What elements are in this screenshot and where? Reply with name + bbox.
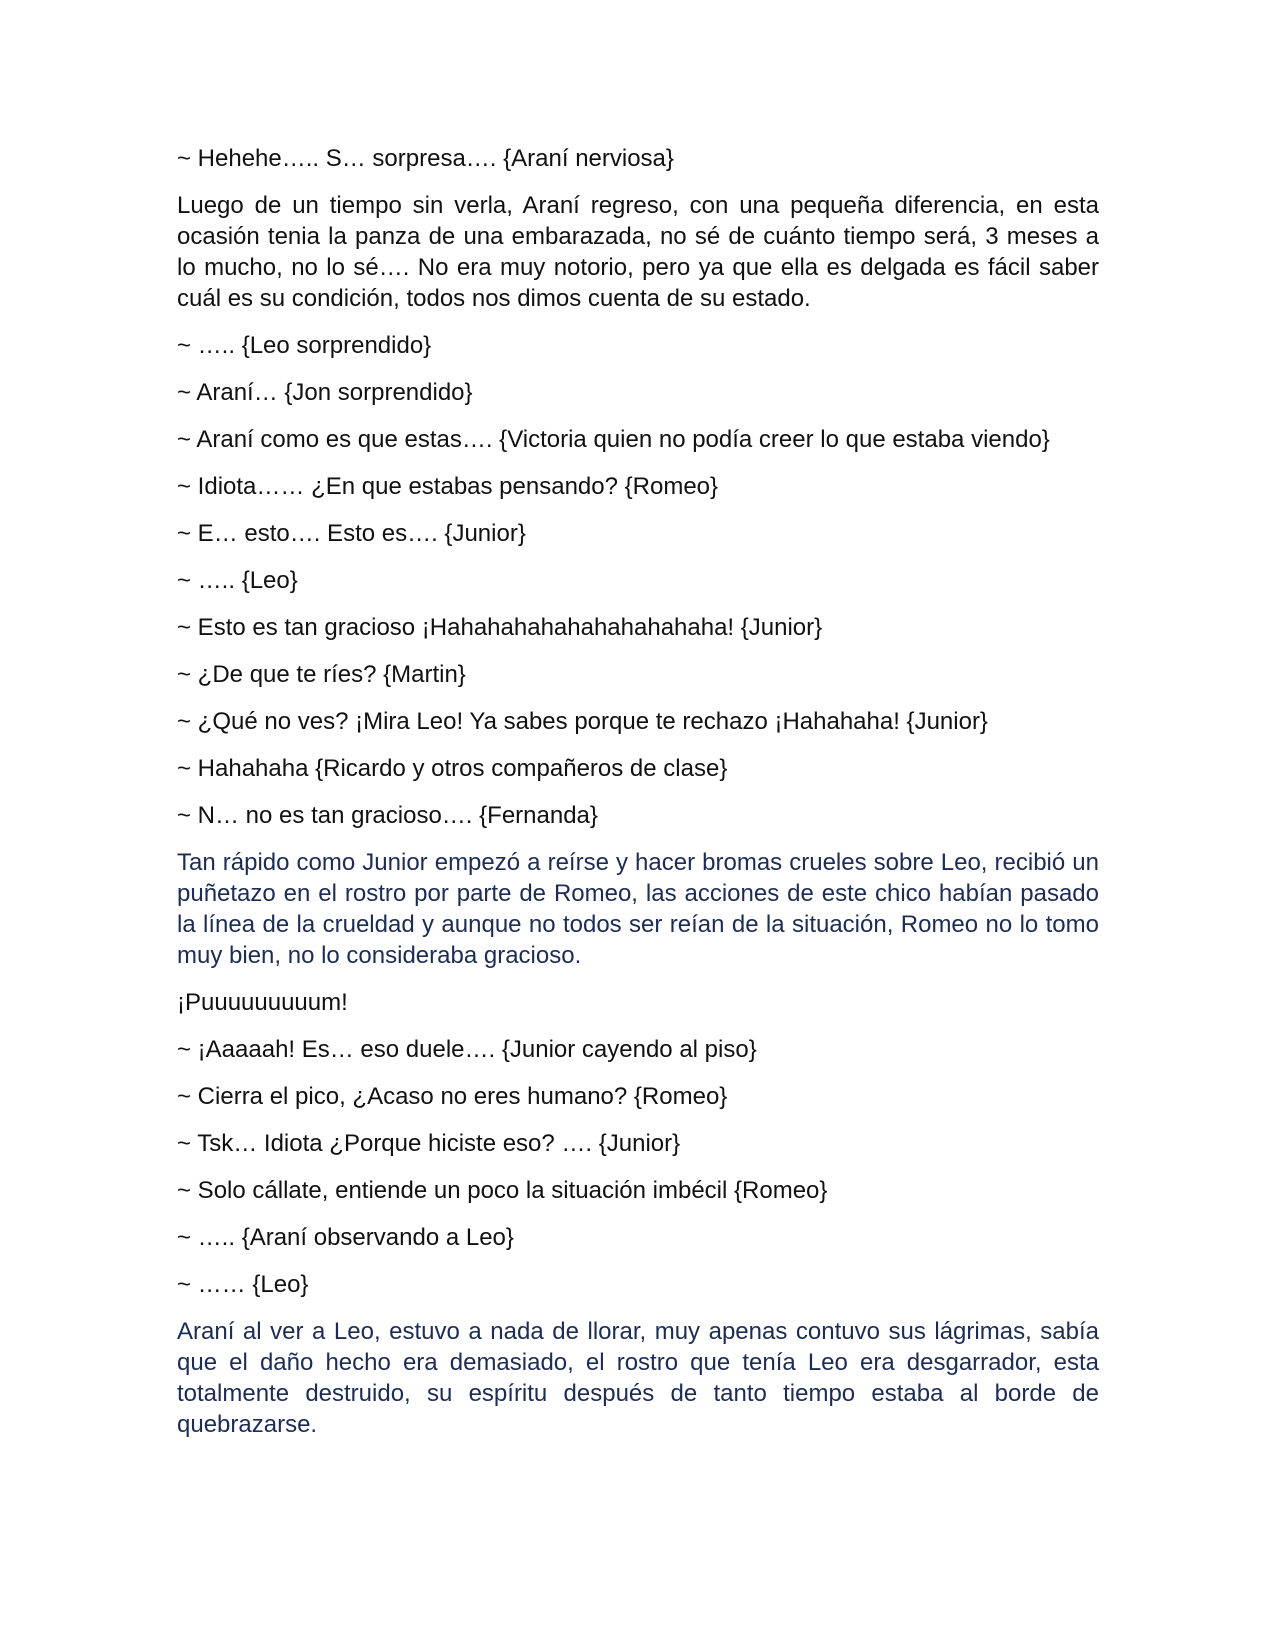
- sound-effect-line: ¡Puuuuuuuuum!: [177, 989, 348, 1016]
- dialogue-line: ~ Tsk… Idiota ¿Porque hiciste eso? …. {Junior}: [177, 1130, 681, 1157]
- dialogue-line: ~ Hahahaha {Ricardo y otros compañeros de clase}: [177, 755, 728, 782]
- narration-paragraph: Luego de un tiempo sin verla, Araní regreso, con una pequeña diferencia, en esta ocasión tenia la panza de una embarazada, no sé de cuánto tiempo será, 3 meses a lo mucho, no lo sé…. No era muy notorio, pero ya que ella es delgada es fácil saber cuál es su condición, todos nos dimos cuenta de su estado.: [177, 192, 1099, 312]
- dialogue-line: ~ Idiota…… ¿En que estabas pensando? {Romeo}: [177, 473, 719, 500]
- dialogue-line: ~ Esto es tan gracioso ¡Hahahahahahahahahahaha! {Junior}: [177, 614, 823, 641]
- dialogue-line: ~ ….. {Leo sorprendido}: [177, 332, 432, 359]
- dialogue-line: ~ Araní… {Jon sorprendido}: [177, 379, 473, 406]
- dialogue-line: ~ ¿Qué no ves? ¡Mira Leo! Ya sabes porque te rechazo ¡Hahahaha! {Junior}: [177, 708, 988, 735]
- narration-paragraph: Araní al ver a Leo, estuvo a nada de llorar, muy apenas contuvo sus lágrimas, sabía que el daño hecho era demasiado, el rostro que tenía Leo era desgarrador, esta totalmente destruido, su espíritu después de tanto tiempo estaba al borde de quebrazarse.: [177, 1318, 1099, 1438]
- dialogue-line: ~ …… {Leo}: [177, 1271, 309, 1298]
- narration-paragraph: Tan rápido como Junior empezó a reírse y hacer bromas crueles sobre Leo, recibió un puñetazo en el rostro por parte de Romeo, las acciones de este chico habían pasado la línea de la crueldad y aunque no todos ser reían de la situación, Romeo no lo tomo muy bien, no lo consideraba gracioso.: [177, 849, 1099, 969]
- dialogue-line: ~ ….. {Leo}: [177, 567, 298, 594]
- dialogue-line: ~ Solo cállate, entiende un poco la situación imbécil {Romeo}: [177, 1177, 828, 1204]
- dialogue-line: ~ Cierra el pico, ¿Acaso no eres humano? {Romeo}: [177, 1083, 728, 1110]
- dialogue-line: ~ E… esto…. Esto es…. {Junior}: [177, 520, 526, 547]
- document-body: [177, 143, 1099, 1456]
- dialogue-line: ~ N… no es tan gracioso…. {Fernanda}: [177, 802, 598, 829]
- dialogue-line: ~ Araní como es que estas…. {Victoria quien no podía creer lo que estaba viendo}: [177, 426, 1050, 453]
- dialogue-line: ~ ….. {Araní observando a Leo}: [177, 1224, 514, 1251]
- dialogue-line: ~ ¿De que te ríes? {Martin}: [177, 661, 466, 688]
- dialogue-line: ~ Hehehe….. S… sorpresa…. {Araní nerviosa}: [177, 145, 674, 172]
- dialogue-line: ~ ¡Aaaaah! Es… eso duele…. {Junior cayendo al piso}: [177, 1036, 757, 1063]
